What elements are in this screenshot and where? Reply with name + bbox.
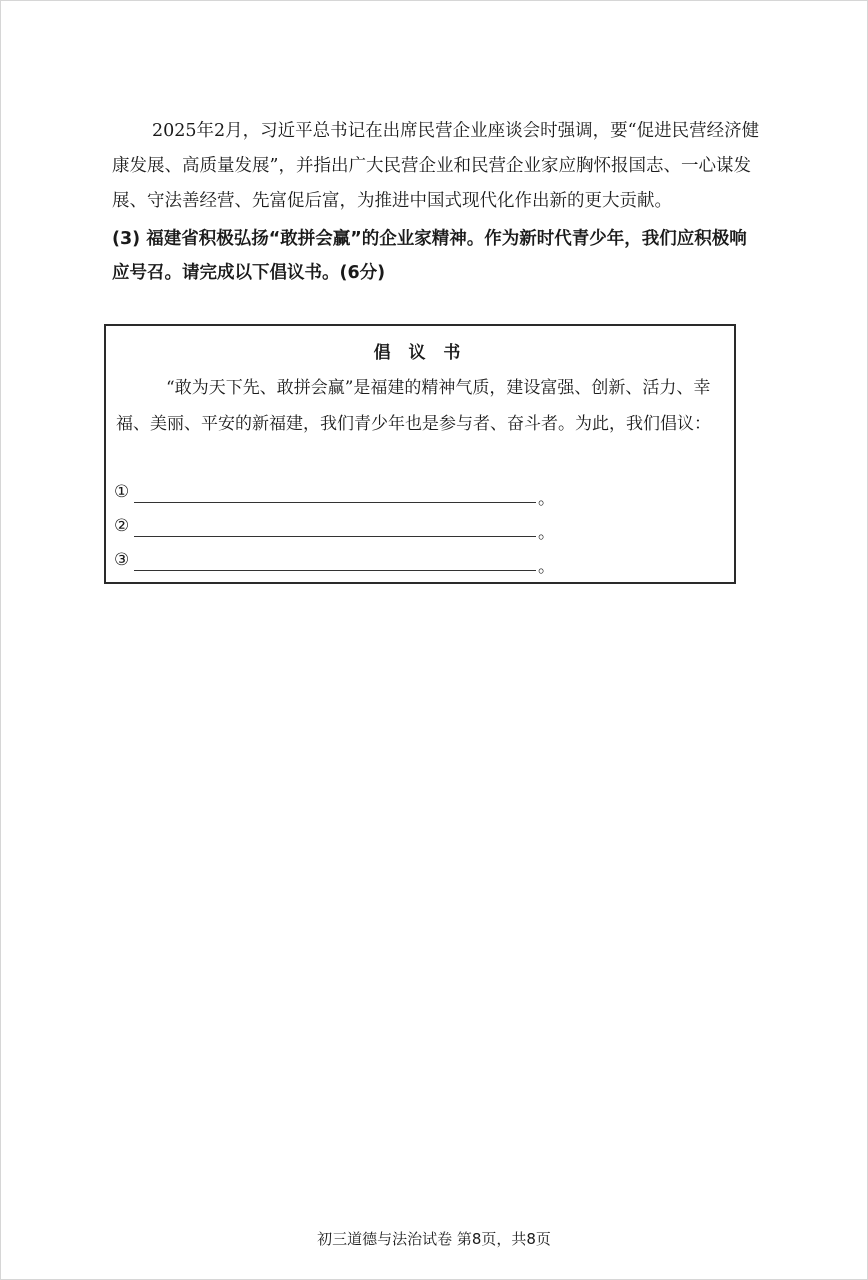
item-period: 。 [538, 557, 555, 577]
proposal-body-text: “敢为天下先、敢拼会赢”是福建的精神气质，建设富强、创新、活力、幸福、美丽、平安的新福建，我们青少年也是参与者、奋斗者。为此，我们倡议： [116, 378, 711, 434]
item-period: 。 [538, 489, 555, 509]
answer-line[interactable] [134, 570, 536, 571]
intro-paragraph [112, 114, 762, 219]
answer-line[interactable] [134, 536, 536, 537]
item-marker: ② [114, 516, 130, 536]
item-marker: ③ [114, 550, 130, 570]
item-period: 。 [538, 523, 555, 543]
answer-blank-1[interactable] [114, 482, 554, 508]
proposal-body [116, 370, 728, 442]
question-3: (3) 福建省积极弘扬“敢拼会赢”的企业家精神。作为新时代青少年，我们应积极响应号召。请完成以下倡议书。(6分) [112, 229, 747, 283]
answer-blank-2[interactable] [114, 516, 554, 542]
intro-text: 2025年2月，习近平总书记在出席民营企业座谈会时强调，要“促进民营经济健康发展、高质量发展”，并指出广大民营企业和民营企业家应胸怀报国志、一心谋发展、守法善经营、先富促后富，为推进中国式现代化作出新的更大贡献。 [112, 121, 760, 211]
proposal-box [104, 324, 736, 584]
answer-line[interactable] [134, 502, 536, 503]
page-footer: 初三道德与法治试卷 第8页，共8页 [317, 1230, 551, 1248]
proposal-title: 倡 议 书 [373, 343, 467, 363]
item-marker: ① [114, 482, 130, 502]
answer-blank-3[interactable] [114, 550, 554, 576]
